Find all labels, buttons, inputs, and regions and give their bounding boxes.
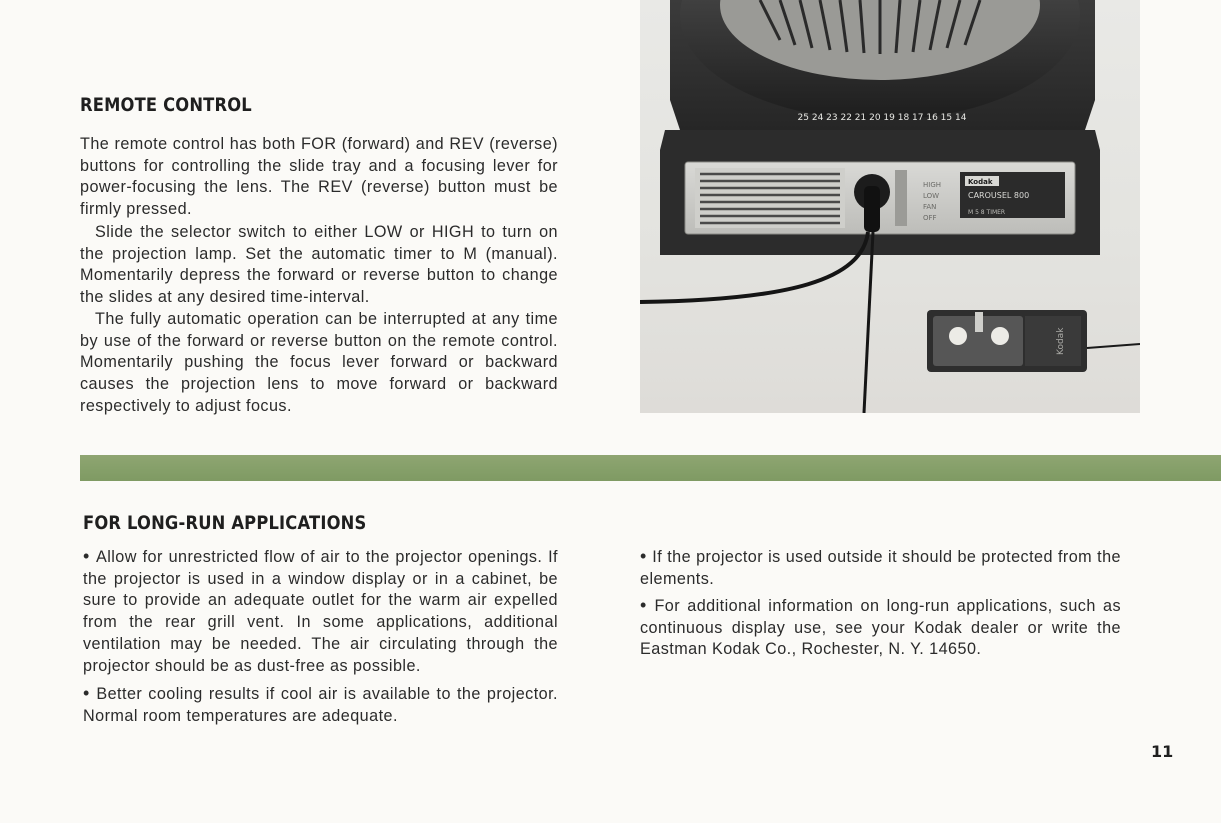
switch-label-low: LOW <box>923 192 940 200</box>
projector-photo <box>640 0 1140 413</box>
brand-label: Kodak <box>968 178 993 186</box>
long-run-bullet-4: • For additional information on long-run applications, such as continuous display use, see your Kodak dealer or write the Eastman Kodak Co., Rochester, N. Y. 14650. <box>640 595 1121 661</box>
selector-switch <box>895 170 907 226</box>
timer-label: M 5 8 TIMER <box>968 209 1006 216</box>
long-run-bullet-2: • Better cooling results if cool air is available to the projector. Normal room temperatures are adequate. <box>83 683 558 727</box>
long-run-heading: FOR LONG-RUN APPLICATIONS <box>83 512 367 534</box>
tray-dial-numbers: 25 24 23 22 21 20 19 18 17 16 15 14 <box>797 113 967 123</box>
remote-plug <box>864 186 880 232</box>
switch-label-high: HIGH <box>923 181 942 189</box>
remote-cable <box>864 232 873 413</box>
switch-label-fan: FAN <box>923 203 937 211</box>
long-run-bullet-1: • Allow for unrestricted flow of air to the projector openings. If the projector is used in a window display or in a cabinet, be sure to provide an adequate outlet for the warm air expelled from the rear grill vent. In some applications, additional ventilation may be needed. The air circulating through the projector should be as dust-free as possible. <box>83 546 558 677</box>
remote-control-unit <box>927 310 1140 372</box>
projector-illustration <box>640 0 1140 413</box>
remote-forward-button <box>949 327 967 345</box>
remote-focus-lever <box>975 312 983 332</box>
long-run-bullet-3: • If the projector is used outside it should be protected from the elements. <box>640 546 1121 590</box>
remote-control-heading: REMOTE CONTROL <box>80 94 252 116</box>
switch-label-off: OFF <box>923 214 937 222</box>
remote-brand-label: Kodak <box>1056 327 1066 355</box>
model-label: CAROUSEL 800 <box>968 191 1030 200</box>
section-divider-band <box>80 455 1221 481</box>
remote-control-paragraph-3: The fully automatic operation can be interrupted at any time by use of the forward or reverse button on the remote control. Momentarily pushing the focus lever forward or backward causes the projection lens to move forward or backward respectively to adjust focus. <box>80 310 558 415</box>
remote-reverse-button <box>991 327 1009 345</box>
rear-grill-vent <box>695 168 845 228</box>
page-number: 11 <box>1151 742 1174 761</box>
remote-control-paragraph-2: Slide the selector switch to either LOW or HIGH to turn on the projection lamp. Set the automatic timer to M (manual). Momentarily depress the forward or reverse button to change the slides at any desired time-interval. <box>80 223 558 307</box>
remote-control-paragraph-1: The remote control has both FOR (forward) and REV (reverse) buttons for controlling the slide tray and a focusing lever for power-focusing the lens. The REV (reverse) button must be firmly pressed. <box>80 135 558 219</box>
